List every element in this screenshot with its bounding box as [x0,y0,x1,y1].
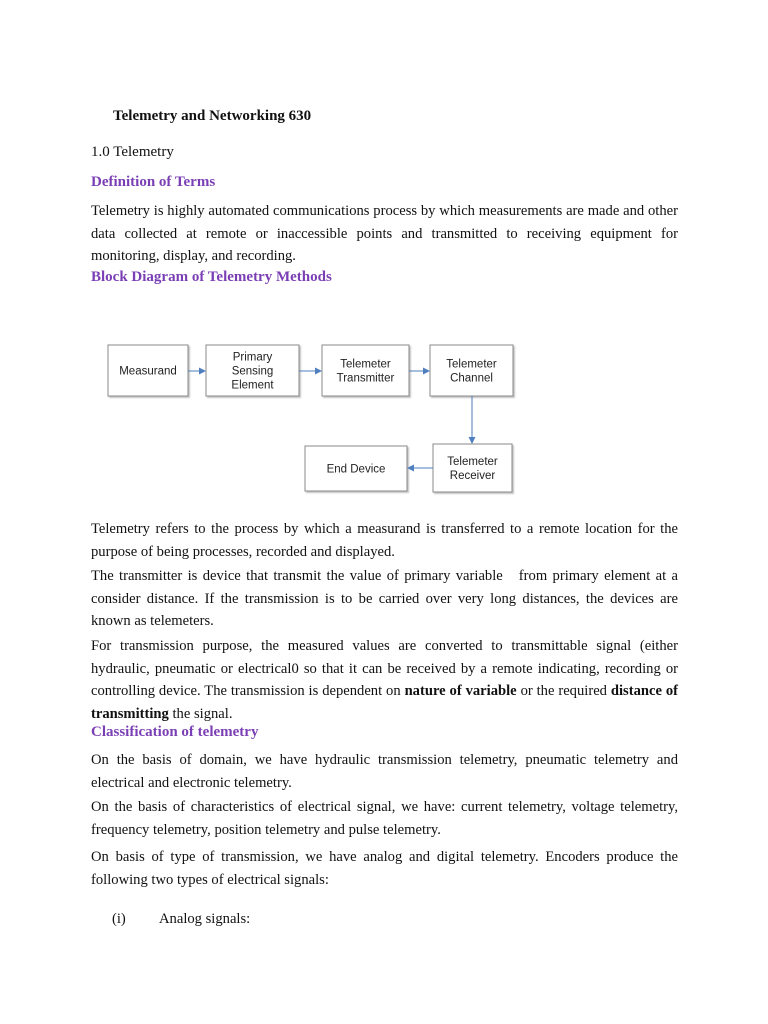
paragraph-transmission-purpose [91,635,678,725]
block-label-line: Primary [232,351,273,364]
block-label-line: Telemeter [340,358,391,371]
block-label-line: Telemeter [446,358,497,371]
definition-heading: Definition of Terms [91,174,216,190]
block-end-device-label [327,464,386,476]
definition-paragraph: Telemetry is highly automated communications process by which measurements are made and other data collected at remote or inaccessible points and transmitted to receiving equipment for monitoring, display, and recording. [91,203,678,264]
block-telemeter-transmitter [322,345,409,396]
paragraph-transmission-type: On basis of type of transmission, we have analog and digital telemetry. Encoders produce the following two types of electrical signals: [91,849,678,888]
paragraph-domain: On the basis of domain, we have hydraulic transmission telemetry, pneumatic telemetry and electrical and electronic telemetry. [91,752,678,791]
block-label-line: End Device [326,463,386,476]
block-primary-sensing-element [206,345,299,396]
block-diagram-heading: Block Diagram of Telemetry Methods [91,269,332,285]
telemetry-block-diagram [105,340,525,500]
block-measurand-label [119,366,177,378]
block-telemeter-channel [430,345,513,396]
block-telemeter-receiver [433,444,512,492]
block-label-line: Sensing [231,365,274,378]
paragraph-signal-characteristics: On the basis of characteristics of electrical signal, we have: current telemetry, voltage telemetry, frequency telemetry, position telemetry and pulse telemetry. [91,799,678,838]
block-label-line: Channel [450,372,493,385]
list-item-text: Analog signals: [159,911,251,927]
paragraph-transmission-text-a: For transmission purpose, the measured values are converted to transmittable signal (either hydraulic, pneumatic or electrical0 so that it can be received by a remote indicating, recording or controlling device. The transmission is dependent on [91,638,678,699]
document-title: Telemetry and Networking 630 [113,108,312,124]
paragraph-transmitter: The transmitter is device that transmit the value of primary variable from primary element at a consider distance. If the transmission is to be carried over very long distances, the devices are known as telemeters. [91,568,682,629]
block-label-line: Element [231,379,274,392]
block-label-line: Transmitter [336,372,395,385]
block-end-device [305,446,407,491]
paragraph-telemetry-process: Telemetry refers to the process by which a measurand is transferred to a remote location for the purpose of being processes, recorded and displayed. [91,521,678,560]
block-measurand [108,345,188,396]
list-item [112,911,250,928]
paragraph-transmission-text-b: or the required [516,683,611,699]
classification-heading: Classification of telemetry [91,724,259,740]
section-number: 1.0 Telemetry [91,144,174,160]
block-label-line: Measurand [119,365,177,378]
block-label-line: Telemeter [447,456,498,468]
block-primary-sensing-element-label [231,352,274,392]
list-item-marker: (i) [112,911,126,927]
block-label-line: Receiver [449,470,496,482]
term-nature-of-variable: nature of variable [404,683,517,699]
paragraph-transmission-text-c: the signal. [168,705,233,722]
term-distance-of-transmitting: distance of transmitting [91,683,679,722]
